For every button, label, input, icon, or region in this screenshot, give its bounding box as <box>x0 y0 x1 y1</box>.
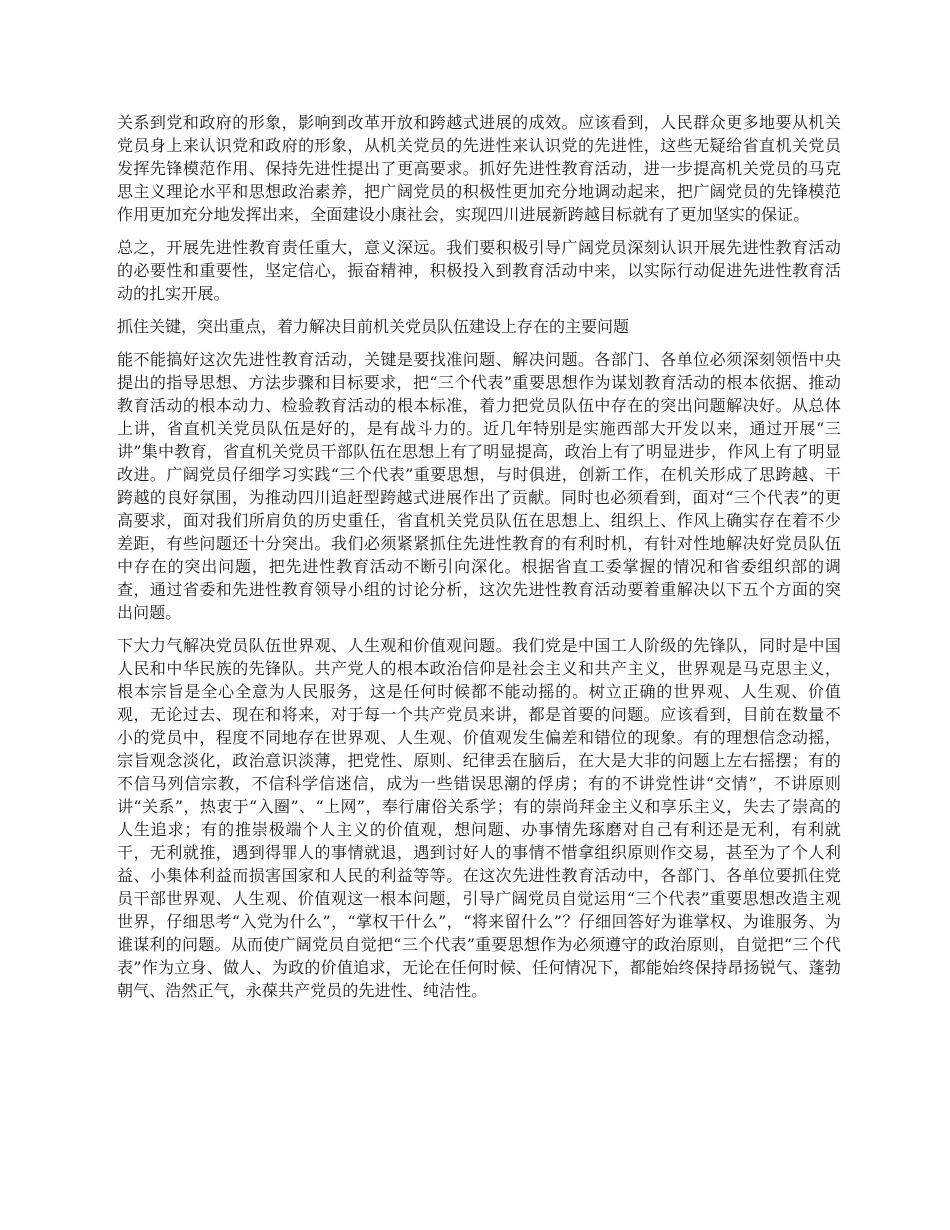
paragraph-4: 下大力气解决党员队伍世界观、人生观和价值观问题。我们党是中国工人阶级的先锋队，同时是中国人民和中华民族的先锋队。共产党人的根本政治信仰是社会主义和共产主义，世界观是马克思主义，根本宗旨是全心全意为人民服务，这是任何时候都不能动摇的。树立正确的世界观、人生观、价值观，无论过去、现在和将来，对于每一个共产党员来讲，都是首要的问题。应该看到，目前在数量不小的党员中，程度不同地存在世界观、人生观、价值观发生偏差和错位的现象。有的理想信念动摇，宗旨观念淡化，政治意识淡薄，把党性、原则、纪律丢在脑后，在大是大非的问题上左右摇摆；有的不信马列信宗教，不信科学信迷信，成为一些错误思潮的俘虏；有的不讲党性讲“交情”，不讲原则讲“关系”，热衷于“入圈”、“上网”，奉行庸俗关系学；有的崇尚拜金主义和享乐主义，失去了崇高的人生追求；有的推崇极端个人主义的价值观，想问题、办事情先琢磨对自己有利还是无利，有利就干，无利就推，遇到得罪人的事情就退，遇到讨好人的事情不惜拿组织原则作交易，甚至为了个人利益、小集体利益而损害国家和人民的利益等等。在这次先进性教育活动中，各部门、各单位要抓住党员干部世界观、人生观、价值观这一根本问题，引导广阔党员自觉运用“三个代表”重要思想改造主观世界，仔细思考“入党为什么”，“掌权干什么”，“将来留什么”？仔细回答好为谁掌权、为谁服务、为谁谋利的问题。从而使广阔党员自觉把“三个代表”重要思想作为必须遵守的政治原则，自觉把“三个代表”作为立身、做人、为政的价值追求，无论在任何时候、任何情况下，都能始终保持昂扬锐气、蓬勃朝气、浩然正气，永葆共产党员的先进性、纯洁性。 <box>117 636 841 1000</box>
paragraph-3: 能不能搞好这次先进性教育活动，关键是要找准问题、解决问题。各部门、各单位必须深刻领悟中央提出的指导思想、方法步骤和目标要求，把“三个代表”重要思想作为谋划教育活动的根本依据、推动教育活动的根本动力、检验教育活动的根本标准，着力把党员队伍中存在的突出问题解决好。从总体上讲，省直机关党员队伍是好的，是有战斗力的。近几年特别是实施西部大开发以来，通过开展“三讲”集中教育，省直机关党员干部队伍在思想上有了明显提高，政治上有了明显进步，作风上有了明显改进。广阔党员仔细学习实践“三个代表”重要思想，与时俱进，创新工作，在机关形成了思跨越、干跨越的良好氛围，为推动四川追赶型跨越式进展作出了贡献。同时也必须看到，面对“三个代表”的更高要求，面对我们所肩负的历史重任，省直机关党员队伍在思想上、组织上、作风上确实存在着不少差距，有些问题还十分突出。我们必须紧紧抓住先进性教育的有利时机，有针对性地解决好党员队伍中存在的突出问题，把先进性教育活动不断引向深化。根据省直工委掌握的情况和省委组织部的调查，通过省委和先进性教育领导小组的讨论分析，这次先进性教育活动要着重解决以下五个方面的突出问题。 <box>117 350 841 622</box>
paragraph-1: 关系到党和政府的形象，影响到改革开放和跨越式进展的成效。应该看到，人民群众更多地要从机关党员身上来认识党和政府的形象，从机关党员的先进性来认识党的先进性，这些无疑给省直机关党员发挥先锋模范作用、保持先进性提出了更高要求。抓好先进性教育活动，进一步提高机关党员的马克思主义理论水平和思想政治素养，把广阔党员的积极性更加充分地调动起来，把广阔党员的先锋模范作用更加充分地发挥出来，全面建设小康社会，实现四川进展新跨越目标就有了更加坚实的保证。 <box>117 113 841 224</box>
document-page <box>117 111 841 1012</box>
paragraph-2: 总之，开展先进性教育责任重大，意义深远。我们要积极引导广阔党员深刻认识开展先进性教育活动的必要性和重要性，坚定信心，振奋精神，积极投入到教育活动中来，以实际行动促进先进性教育活动的扎实开展。 <box>117 238 841 303</box>
section-heading: 抓住关键，突出重点，着力解决目前机关党员队伍建设上存在的主要问题 <box>117 317 630 336</box>
